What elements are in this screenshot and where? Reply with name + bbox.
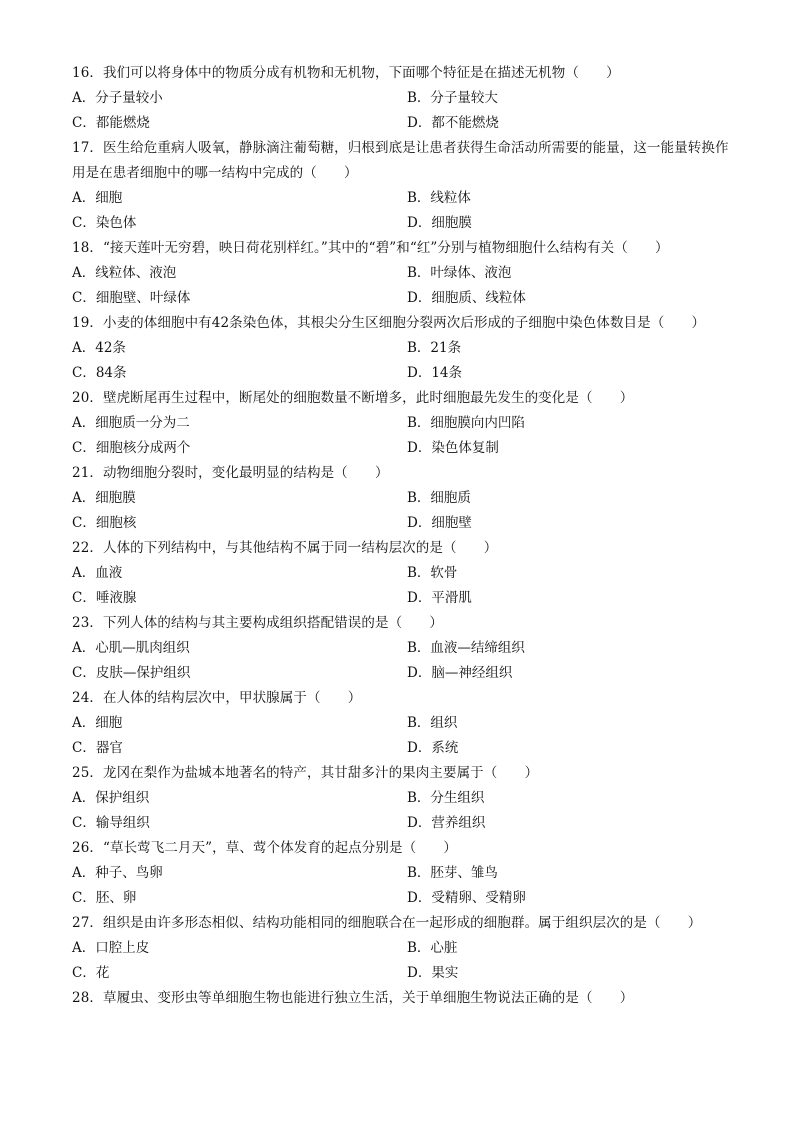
answer-option: B．心脏 xyxy=(407,940,458,956)
answer-option: C．细胞壁、叶绿体 xyxy=(72,290,191,306)
answer-option: A．心肌—肌肉组织 xyxy=(72,640,190,656)
question-item xyxy=(72,986,732,1011)
answer-option: A．细胞膜 xyxy=(72,490,136,506)
answer-option: C．84条 xyxy=(72,365,127,381)
option-row xyxy=(72,411,732,436)
answer-option: D．14条 xyxy=(407,365,463,381)
question-item xyxy=(72,236,732,311)
answer-option: C．胚、卵 xyxy=(72,890,137,906)
question-stem: 23．下列人体的结构与其主要构成组织搭配错误的是（ ） xyxy=(72,615,443,631)
option-row xyxy=(72,111,732,136)
answer-option: C．细胞核分成两个 xyxy=(72,440,191,456)
option-row xyxy=(72,86,732,111)
answer-option: A．线粒体、液泡 xyxy=(72,265,177,281)
answer-option: D．脑—神经组织 xyxy=(407,665,513,681)
question-item xyxy=(72,311,732,386)
option-row xyxy=(72,361,732,386)
question-stem: 26．“草长莺飞二月天”，草、莺个体发育的起点分别是（ ） xyxy=(72,840,457,856)
option-row xyxy=(72,711,732,736)
option-row xyxy=(72,961,732,986)
answer-option: A．细胞 xyxy=(72,190,123,206)
answer-option: B．叶绿体、液泡 xyxy=(407,265,512,281)
option-row xyxy=(72,211,732,236)
question-stem: 22．人体的下列结构中，与其他结构不属于同一结构层次的是（ ） xyxy=(72,540,498,556)
answer-option: B．胚芽、雏鸟 xyxy=(407,865,498,881)
question-stem: 18．“接天莲叶无穷碧，映日荷花别样红。”其中的“碧”和“红”分别与植物细胞什么结构有关（ ） xyxy=(72,240,669,256)
answer-option: D．细胞壁 xyxy=(407,515,472,531)
answer-option: B．软骨 xyxy=(407,565,458,581)
option-row xyxy=(72,586,732,611)
answer-option: A．分子量较小 xyxy=(72,90,163,106)
answer-option: D．细胞膜 xyxy=(407,215,472,231)
option-row xyxy=(72,561,732,586)
question-list xyxy=(72,61,732,1011)
option-row xyxy=(72,436,732,461)
question-stem: 25．龙冈在梨作为盐城本地著名的特产，其甘甜多汁的果肉主要属于（ ） xyxy=(72,765,539,781)
question-stem: 17．医生给危重病人吸氧，静脉滴注葡萄糖，归根到底是让患者获得生命活动所需要的能量，这一能量转换作用是在患者细胞中的哪一结构中完成的（ ） xyxy=(72,140,729,181)
answer-option: C．花 xyxy=(72,965,110,981)
question-item xyxy=(72,761,732,836)
option-row xyxy=(72,636,732,661)
answer-option: D．都不能燃烧 xyxy=(407,115,499,131)
question-item xyxy=(72,136,732,236)
question-stem: 19．小麦的体细胞中有42条染色体，其根尖分生区细胞分裂两次后形成的子细胞中染色体数目是（ ） xyxy=(72,315,706,331)
option-row xyxy=(72,786,732,811)
question-item xyxy=(72,536,732,611)
answer-option: D．受精卵、受精卵 xyxy=(407,890,526,906)
option-row xyxy=(72,286,732,311)
question-stem: 28．草履虫、变形虫等单细胞生物也能进行独立生活，关于单细胞生物说法正确的是（ ） xyxy=(72,990,634,1006)
answer-option: A．细胞质一分为二 xyxy=(72,415,190,431)
answer-option: C．唾液腺 xyxy=(72,590,137,606)
answer-option: D．果实 xyxy=(407,965,459,981)
question-item xyxy=(72,836,732,911)
question-stem: 20．壁虎断尾再生过程中，断尾处的细胞数量不断增多，此时细胞最先发生的变化是（ ） xyxy=(72,390,634,406)
answer-option: B．线粒体 xyxy=(407,190,471,206)
answer-option: D．染色体复制 xyxy=(407,440,499,456)
option-row xyxy=(72,811,732,836)
option-row xyxy=(72,186,732,211)
option-row xyxy=(72,936,732,961)
answer-option: B．组织 xyxy=(407,715,458,731)
answer-option: A．保护组织 xyxy=(72,790,150,806)
answer-option: A．口腔上皮 xyxy=(72,940,150,956)
answer-option: C．细胞核 xyxy=(72,515,137,531)
answer-option: C．输导组织 xyxy=(72,815,150,831)
answer-option: B．血液—结缔组织 xyxy=(407,640,525,656)
question-item xyxy=(72,911,732,986)
question-stem: 27．组织是由许多形态相似、结构功能相同的细胞联合在一起形成的细胞群。属于组织层次的是（ ） xyxy=(72,915,702,931)
option-row xyxy=(72,486,732,511)
option-row xyxy=(72,661,732,686)
answer-option: D．营养组织 xyxy=(407,815,486,831)
option-row xyxy=(72,511,732,536)
question-stem: 21．动物细胞分裂时，变化最明显的结构是（ ） xyxy=(72,465,389,481)
answer-option: B．21条 xyxy=(407,340,462,356)
answer-option: D．系统 xyxy=(407,740,459,756)
answer-option: D．细胞质、线粒体 xyxy=(407,290,526,306)
question-item xyxy=(72,686,732,761)
option-row xyxy=(72,736,732,761)
question-item xyxy=(72,386,732,461)
answer-option: A．种子、鸟卵 xyxy=(72,865,163,881)
answer-option: A．42条 xyxy=(72,340,126,356)
answer-option: C．皮肤—保护组织 xyxy=(72,665,191,681)
answer-option: B．细胞质 xyxy=(407,490,471,506)
question-stem: 16．我们可以将身体中的物质分成有机物和无机物，下面哪个特征是在描述无机物（ ） xyxy=(72,65,620,81)
option-row xyxy=(72,886,732,911)
answer-option: C．染色体 xyxy=(72,215,137,231)
answer-option: C．器官 xyxy=(72,740,123,756)
question-stem: 24．在人体的结构层次中，甲状腺属于（ ） xyxy=(72,690,362,706)
answer-option: A．血液 xyxy=(72,565,123,581)
answer-option: C．都能燃烧 xyxy=(72,115,150,131)
answer-option: B．细胞膜向内凹陷 xyxy=(407,415,525,431)
option-row xyxy=(72,861,732,886)
question-item xyxy=(72,611,732,686)
answer-option: A．细胞 xyxy=(72,715,123,731)
question-item xyxy=(72,61,732,136)
option-row xyxy=(72,336,732,361)
answer-option: B．分生组织 xyxy=(407,790,485,806)
answer-option: B．分子量较大 xyxy=(407,90,498,106)
question-item xyxy=(72,461,732,536)
answer-option: D．平滑肌 xyxy=(407,590,472,606)
option-row xyxy=(72,261,732,286)
